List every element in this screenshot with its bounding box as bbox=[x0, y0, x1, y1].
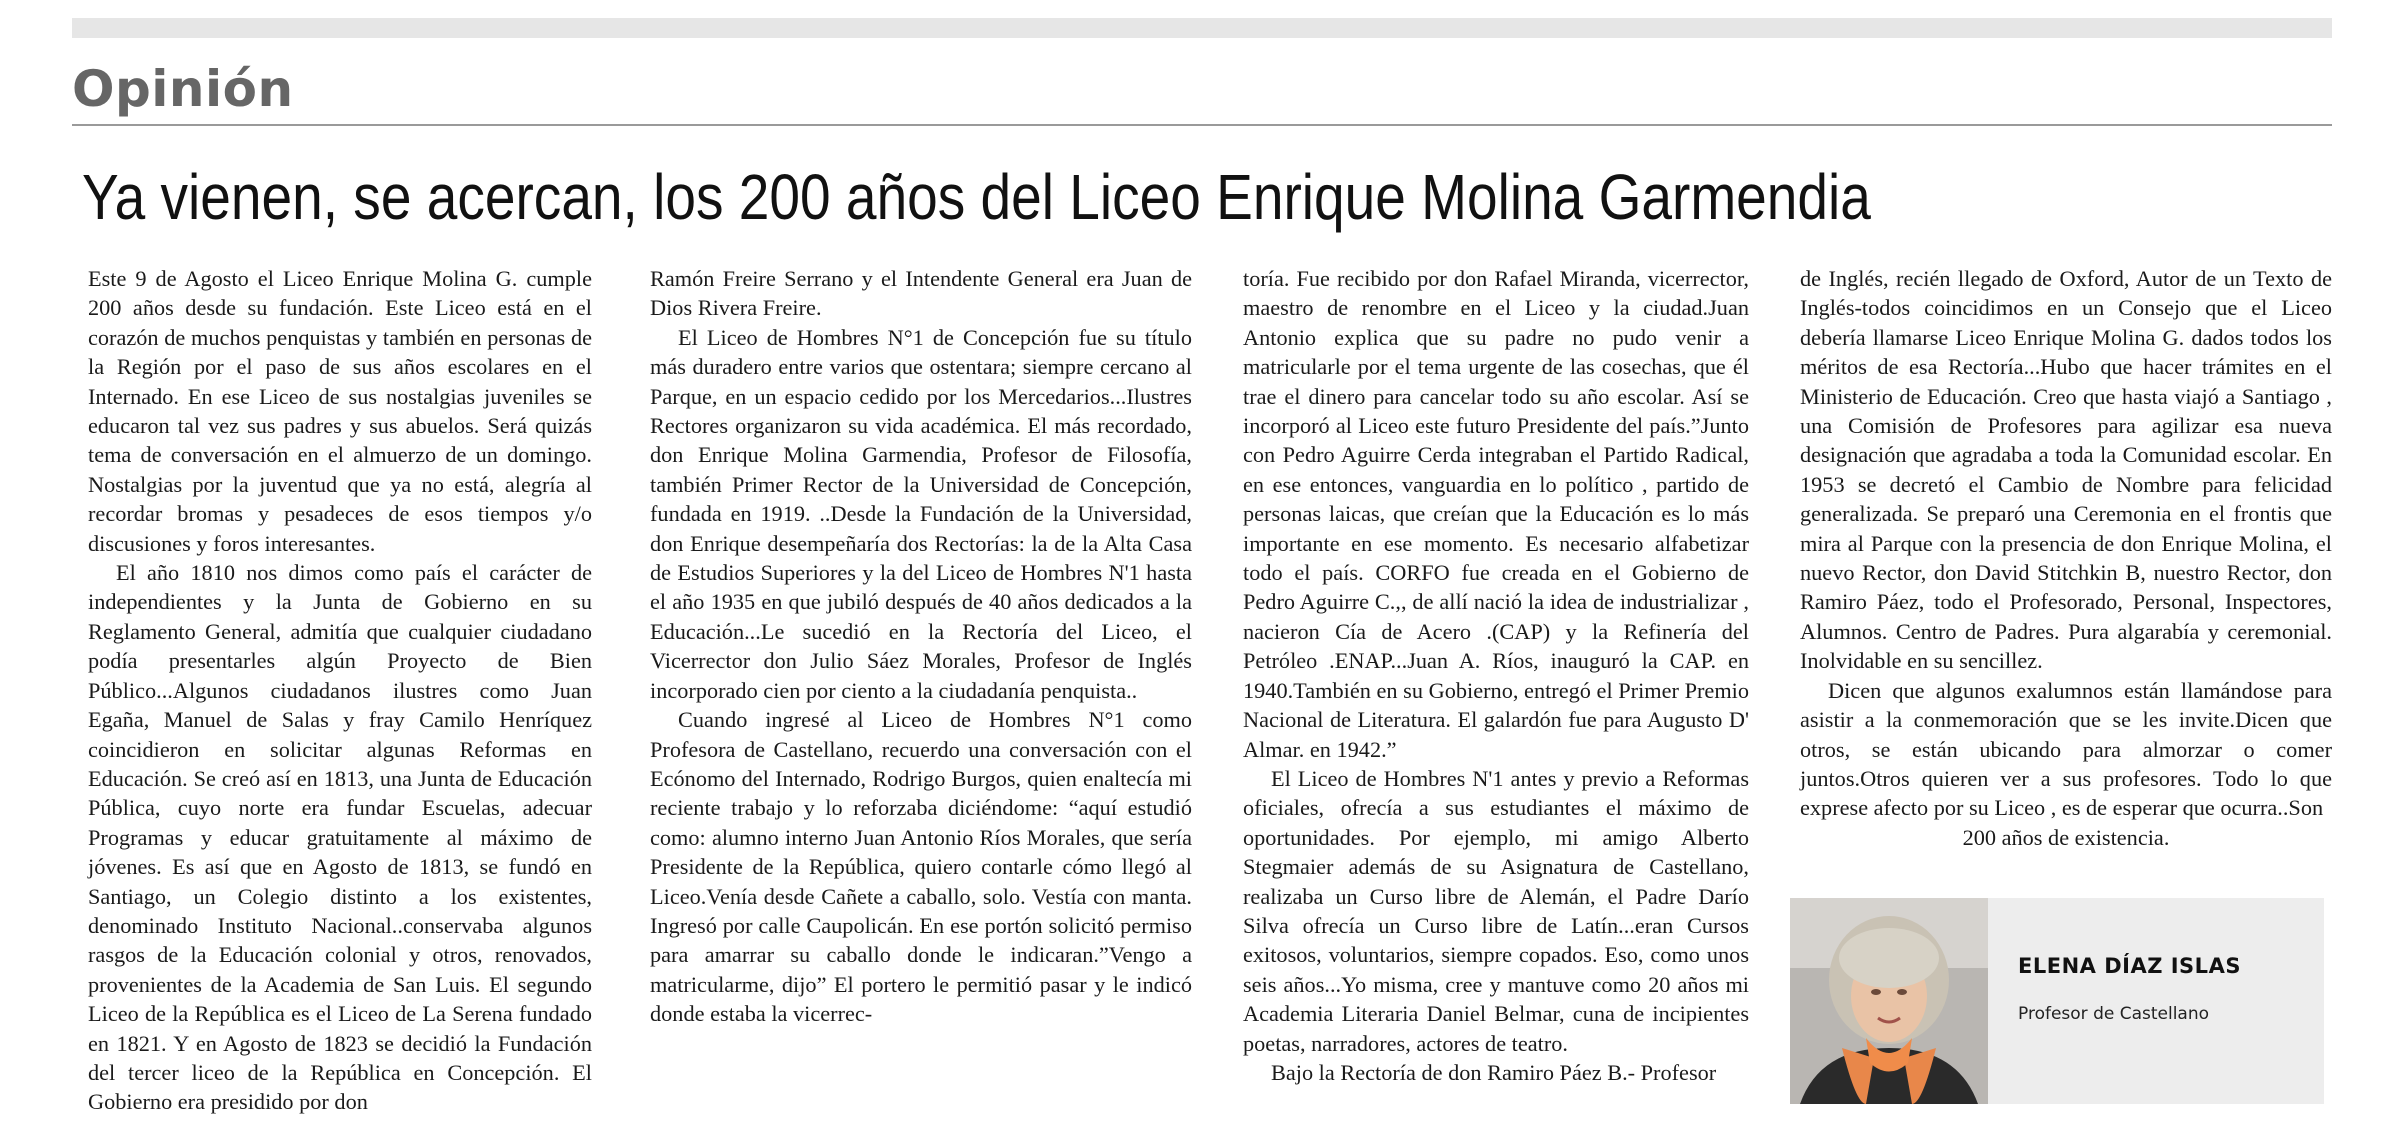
article-column-2 bbox=[650, 264, 1192, 1029]
author-portrait-image bbox=[1790, 898, 1988, 1104]
paragraph: Este 9 de Agosto el Liceo Enrique Molina G. cumple 200 años desde su fundación. Este Liceo está en el corazón de muchos penquistas y también en personas de la Región por el paso de sus años escolares en el Internado. En ese Liceo de sus nostalgias juveniles se educaron tal vez sus padres y sus abuelos. Será quizás tema de conversación en el almuerzo de un domingo. Nostalgias por la juventud que ya no está, alegría al recordar bromas y pesadeces de esos tiempos y/o discusiones y foros interesantes. bbox=[88, 266, 592, 556]
paragraph: Cuando ingresé al Liceo de Hombres N°1 como Profesora de Castellano, recuerdo una conversación con el Ecónomo del Internado, Rodrigo Burgos, quien enaltecía mi reciente trabajo y lo reforzaba diciéndome: “aquí estudió como: alumno interno Juan Antonio Ríos Morales, que sería Presidente de la República, quiero contarle cómo llegó al Liceo.Venía desde Cañete a caballo, solo. Vestía con manta. Ingresó por calle Caupolicán. En ese portón solicitó permiso para amarrar su caballo donde le indicaran.”Vengo a matricularme, dijo” El portero le permitió pasar y le indicó donde estaba la vicerrec- bbox=[650, 707, 1192, 1027]
paragraph: toría. Fue recibido por don Rafael Miranda, vicerrector, maestro de renombre en el Liceo y la ciudad.Juan Antonio explica que su padre no pudo venir a matricularle por el tema urgente de las cosechas, que él trae el dinero para cancelar todo su año escolar. Así se incorporó al Liceo este futuro Presidente del país.”Junto con Pedro Aguirre Cerda integraban el Partido Radical, en ese entonces, vanguardia en lo político , partido de personas laicas, que creían que la Educación es lo más importante en ese momento. Es necesario alfabetizar todo el país. CORFO fue creada en el Gobierno de Pedro Aguirre C.,, de allí nació la idea de industrializar , nacieron Cía de Acero .(CAP) y la Refinería del Petróleo .ENAP...Juan A. Ríos, inauguró la CAP. en 1940.También en su Gobierno, entregó el Primer Premio Nacional de Literatura. El galardón fue para Augusto D' Almar. en 1942.” bbox=[1243, 266, 1749, 762]
article-column-1 bbox=[88, 264, 592, 1117]
paragraph: Dicen que algunos exalumnos están llamándose para asistir a la conmemoración que se les invite.Dicen que otros, se están ubicando para almorzar o comer juntos.Otros quieren ver a sus profesores. Todo lo que exprese afecto por su Liceo , es de esperar que ocurra..Son bbox=[1800, 677, 2332, 821]
paragraph: Bajo la Rectoría de don Ramiro Páez B.- Profesor bbox=[1271, 1059, 1717, 1085]
headline: Ya vienen, se acercan, los 200 años del Liceo Enrique Molina Garmendia bbox=[82, 161, 1871, 233]
author-photo bbox=[1790, 898, 1988, 1104]
top-band bbox=[72, 18, 2332, 38]
article-column-4 bbox=[1800, 264, 2332, 852]
paragraph: El año 1810 nos dimos como país el carácter de independientes y la Junta de Gobierno en su Reglamento General, admitía que cualquier ciudadano podía presentarles algún Proyecto de Bien Público...Algunos ciudadanos ilustres como Juan Egaña, Manuel de Salas y fray Camilo Henríquez coincidieron en solicitar algunas Reformas en Educación. Se creó así en 1813, una Junta de Educación Pública, cuyo norte era fundar Escuelas, adecuar Programas y educar gratuitamente al máximo de jóvenes. Es así que en Agosto de 1813, se fundó en Santiago, un Colegio distinto a los existentes, denominado Instituto Nacional..conservaba algunos rasgos de la Educación colonial y otros, renovados, provenientes de la Academia de San Luis. El segundo Liceo de la República es el Liceo de La Serena fundado en 1821. Y en Agosto de 1823 se decidió la Fundación del tercer liceo de la República en Concepción. El Gobierno era presidido por don bbox=[88, 560, 592, 1115]
author-name: ELENA DÍAZ ISLAS bbox=[2018, 954, 2241, 978]
author-box bbox=[1790, 898, 2324, 1104]
section-label: Opinión bbox=[72, 60, 294, 118]
section-rule bbox=[72, 124, 2332, 126]
article-column-3 bbox=[1243, 264, 1749, 1087]
paragraph: El Liceo de Hombres N'1 antes y previo a Reformas oficiales, ofrecía a sus estudiantes el máximo de oportunidades. Por ejemplo, mi amigo Alberto Stegmaier además de su Asignatura de Castellano, realizaba un Curso libre de Alemán, el Padre Darío Silva ofrecía un Curso libre de Latín...eran Cursos exitosos, voluntarios, siempre copados. Eso, como unos seis años...Yo misma, cree y mantuve como 20 años mi Academia Literaria Daniel Belmar, cuna de incipientes poetas, narradores, actores de teatro. bbox=[1243, 765, 1749, 1056]
paragraph: de Inglés, recién llegado de Oxford, Autor de un Texto de Inglés-todos coincidimos en un Consejo que el Liceo debería llamarse Liceo Enrique Molina G. dados todos los méritos de esa Rectoría...Hubo que hacer trámites en el Ministerio de Educación. Creo que hasta viajó a Santiago , una Comisión de Profesores para agilizar esa nueva designación que agradaba a toda la Comunidad escolar. En 1953 se decretó el Cambio de Nombre para felicidad generalizada. Se preparó una Ceremonia en el frontis que mira al Parque con la presencia de don Enrique Molina, el nuevo Rector, don David Stitchkin B, nuestro Rector, don Ramiro Páez, todo el Profesorado, Personal, Inspectores, Alumnos. Centro de Padres. Pura algarabía y ceremonial. Inolvidable en su sencillez. bbox=[1800, 266, 2332, 674]
closing-line: 200 años de existencia. bbox=[1962, 824, 2170, 850]
author-role: Profesor de Castellano bbox=[2018, 1004, 2210, 1024]
paragraph: El Liceo de Hombres N°1 de Concepción fue su título más duradero entre varios que ostentara; siempre cercano al Parque, en un espacio cedido por los Mercedarios...Ilustres Rectores organizaron su vida académica. El más recordado, don Enrique Molina Garmendia, Profesor de Filosofía, también Primer Rector de la Universidad de Concepción, fundada en 1919. ..Desde la Fundación de la Universidad, don Enrique desempeñaría dos Rectorías: la de la Alta Casa de Estudios Superiores y la del Liceo de Hombres N'1 hasta el año 1935 en que jubiló después de 40 años dedicados a la Educación...Le sucedió en la Rectoría del Liceo, el Vicerrector don Julio Sáez Morales, Profesor de Inglés incorporado cien por ciento a la ciudadanía penquista.. bbox=[650, 324, 1192, 703]
paragraph: Ramón Freire Serrano y el Intendente General era Juan de Dios Rivera Freire. bbox=[650, 266, 1192, 321]
